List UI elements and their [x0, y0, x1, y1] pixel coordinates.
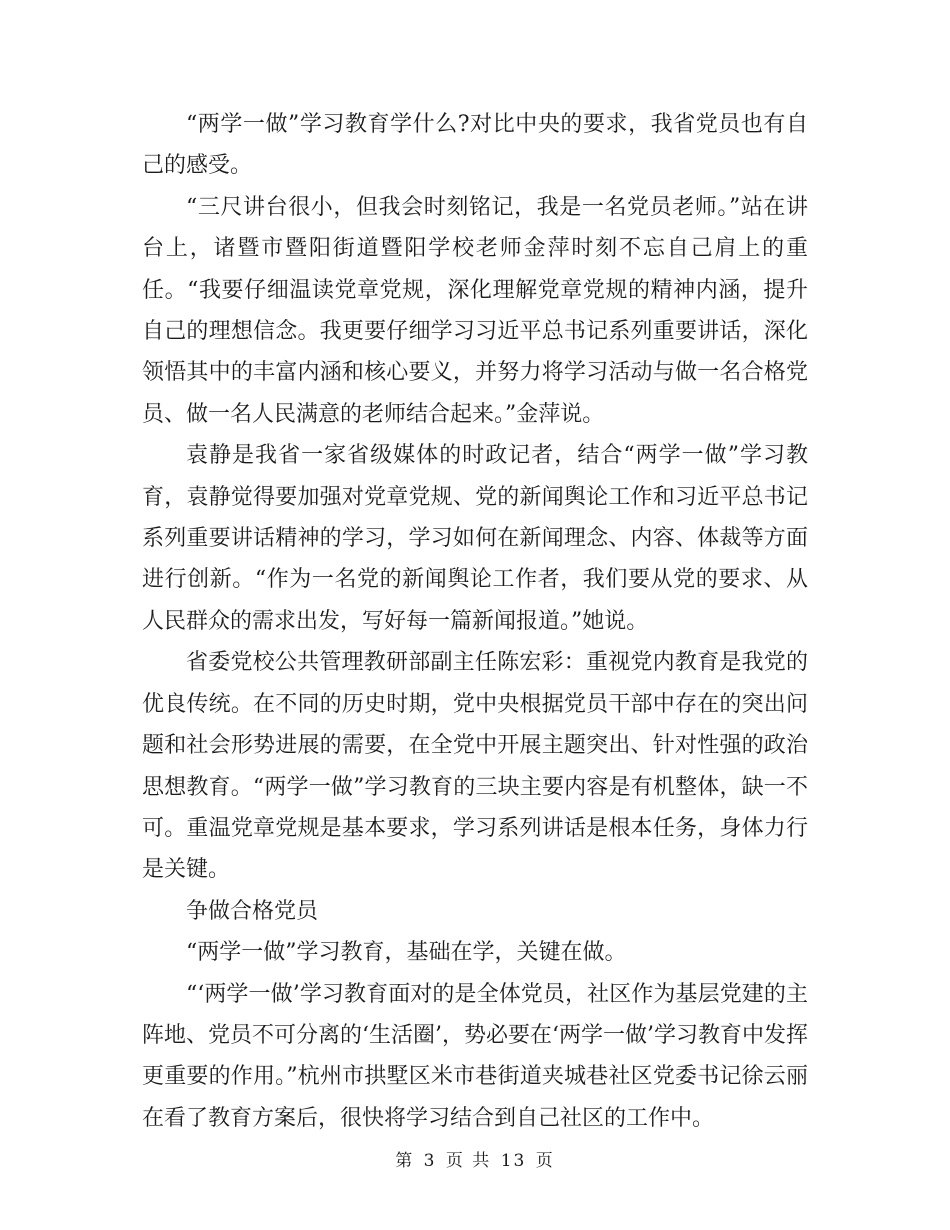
- paragraph-5: “两学一做”学习教育，基础在学，关键在做。: [186, 940, 627, 966]
- section-heading: 争做合格党员: [186, 898, 319, 924]
- paragraph-3: 袁静是我省一家省级媒体的时政记者，结合“两学一做”学习教育，袁静觉得要加强对党章党规、党的新闻舆论工作和习近平总书记系列重要讲话精神的学习，学习如何在新闻理念、内容、体裁等方面进行创新。“作为一名党的新闻舆论工作者，我们要从党的要求、从人民群众的需求出发，写好每一篇新闻报道。”她说。: [142, 443, 808, 634]
- paragraph-1: “两学一做”学习教育学什么?对比中央的要求，我省党员也有自己的感受。: [142, 112, 808, 179]
- footer-current-page: 3: [423, 1151, 437, 1171]
- document-body: [142, 104, 808, 1139]
- footer-middle: 页 共: [445, 1151, 492, 1171]
- paragraph-6: “‘两学一做’学习教育面对的是全体党员，社区作为基层党建的主阵地、党员不可分离的‘生活圈’，势必要在‘两学一做’学习教育中发挥更重要的作用。”杭州市拱墅区米市巷街道夹城巷社区党委书记徐云丽在看了教育方案后，很快将学习结合到自己社区的工作中。: [142, 981, 808, 1131]
- footer-suffix: 页: [535, 1151, 555, 1171]
- page-footer: [0, 1146, 950, 1171]
- footer-prefix: 第: [395, 1151, 415, 1171]
- paragraph-4: 省委党校公共管理教研部副主任陈宏彩：重视党内教育是我党的优良传统。在不同的历史时期，党中央根据党员干部中存在的突出问题和社会形势进展的需要，在全党中开展主题突出、针对性强的政治思想教育。“两学一做”学习教育的三块主要内容是有机整体，缺一不可。重温党章党规是基本要求，学习系列讲话是根本任务，身体力行是关键。: [142, 650, 808, 883]
- footer-total-pages: 13: [500, 1151, 527, 1171]
- paragraph-2: “三尺讲台很小，但我会时刻铭记，我是一名党员老师。”站在讲台上，诸暨市暨阳街道暨阳学校老师金萍时刻不忘自己肩上的重任。“我要仔细温读党章党规，深化理解党章党规的精神内涵，提升自己的理想信念。我更要仔细学习习近平总书记系列重要讲话，深化领悟其中的丰富内涵和核心要义，并努力将学习活动与做一名合格党员、做一名人民满意的老师结合起来。”金萍说。: [142, 194, 808, 427]
